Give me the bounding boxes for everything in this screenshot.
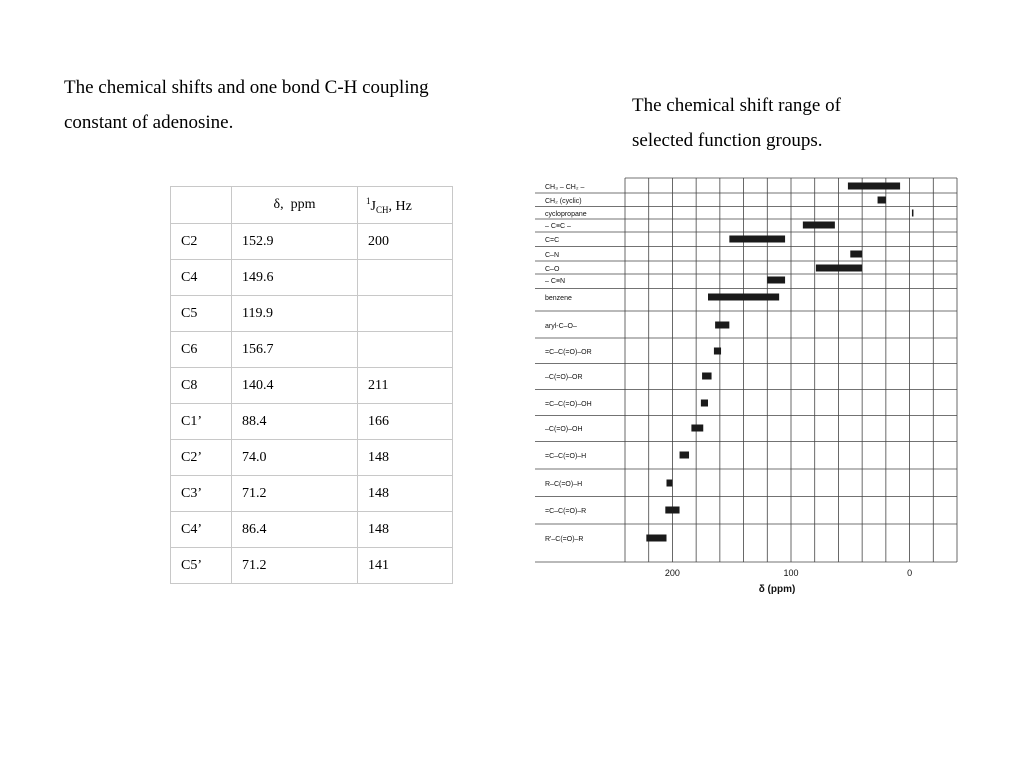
group-label: – C≡N: [545, 278, 566, 285]
table-row: [171, 476, 453, 512]
atom-cell: C2: [171, 224, 232, 260]
table-row: [171, 404, 453, 440]
coupling-cell: 148: [358, 440, 453, 476]
shift-cell: 156.7: [232, 332, 358, 368]
group-label: R'–C(=O)–R: [545, 536, 584, 543]
table-caption-line2: constant of adenosine.: [64, 112, 234, 133]
group-label: benzene: [545, 295, 572, 302]
range-bar: [912, 210, 914, 217]
x-tick-labels: [665, 568, 912, 578]
chart-caption-line2: selected function groups.: [632, 130, 823, 151]
range-bar: [714, 348, 721, 355]
range-bar: [667, 480, 673, 487]
header-shift: [232, 187, 358, 224]
shift-cell: 119.9: [232, 296, 358, 332]
shift-cell: 74.0: [232, 440, 358, 476]
shift-cell: 86.4: [232, 512, 358, 548]
header-shift-symbol: δ,: [273, 197, 284, 212]
table-caption: [64, 70, 524, 140]
coupling-cell: [358, 332, 453, 368]
range-bars: [646, 183, 913, 542]
atom-cell: C2’: [171, 440, 232, 476]
range-bar: [729, 236, 785, 243]
chemical-shift-table: [170, 186, 453, 584]
group-label: C=C: [545, 237, 560, 244]
group-label: C–N: [545, 252, 560, 259]
table-row: [171, 296, 453, 332]
header-coupling-sub: CH: [375, 204, 389, 215]
range-bar: [702, 373, 711, 380]
table-row: [171, 440, 453, 476]
range-bar: [816, 265, 862, 272]
group-label: =C–C(=O)–OR: [545, 349, 592, 356]
table-caption-line1: The chemical shifts and one bond C-H coupling: [64, 77, 429, 98]
group-label: – C≡C –: [545, 223, 571, 230]
table-row: [171, 332, 453, 368]
range-bar: [701, 400, 708, 407]
group-label: =C–C(=O)–R: [545, 508, 587, 515]
coupling-cell: 200: [358, 224, 453, 260]
group-label: =C–C(=O)–H: [545, 453, 587, 460]
x-tick-label: 100: [783, 568, 799, 578]
range-bar: [715, 322, 729, 329]
group-label: CH₂ (cyclic): [545, 198, 582, 205]
chart-caption-line1: The chemical shift range of: [632, 95, 841, 116]
range-bar: [691, 425, 703, 432]
table-row: [171, 260, 453, 296]
shift-cell: 71.2: [232, 476, 358, 512]
group-label: cyclopropane: [545, 211, 587, 218]
table-row: [171, 548, 453, 584]
range-bar: [848, 183, 900, 190]
header-coupling: [358, 187, 453, 224]
table-body: [171, 224, 453, 584]
group-label: CH₃ – CH₂ –: [545, 184, 585, 191]
x-tick-label: 200: [664, 568, 680, 578]
atom-cell: C6: [171, 332, 232, 368]
range-bar: [665, 507, 679, 514]
header-coupling-j: J: [370, 198, 376, 214]
shift-cell: 71.2: [232, 548, 358, 584]
coupling-cell: [358, 260, 453, 296]
range-bar: [680, 452, 689, 459]
x-tick-label: 0: [907, 568, 913, 578]
header-coupling-sup: 1: [366, 195, 371, 206]
atom-cell: C8: [171, 368, 232, 404]
coupling-cell: 148: [358, 512, 453, 548]
group-label: –C(=O)–OR: [545, 374, 583, 381]
shift-cell: 149.6: [232, 260, 358, 296]
x-axis-label: δ (ppm): [758, 584, 796, 595]
range-bar: [708, 294, 779, 301]
table-row: [171, 224, 453, 260]
range-bar: [850, 251, 862, 258]
header-shift-unit: ppm: [290, 197, 316, 212]
atom-cell: C5’: [171, 548, 232, 584]
shift-cell: 140.4: [232, 368, 358, 404]
range-bar: [803, 222, 835, 229]
header-atom: [171, 187, 232, 224]
group-label: =C–C(=O)–OH: [545, 401, 592, 408]
header-coupling-unit: , Hz: [388, 198, 412, 214]
table-row: [171, 368, 453, 404]
shift-cell: 152.9: [232, 224, 358, 260]
chart-caption: [632, 88, 962, 158]
atom-cell: C1’: [171, 404, 232, 440]
coupling-cell: 211: [358, 368, 453, 404]
range-bar: [878, 197, 886, 204]
coupling-cell: 148: [358, 476, 453, 512]
coupling-cell: 166: [358, 404, 453, 440]
atom-cell: C5: [171, 296, 232, 332]
range-bar: [767, 277, 785, 284]
atom-cell: C3’: [171, 476, 232, 512]
coupling-cell: 141: [358, 548, 453, 584]
group-label: aryl-C–O–: [545, 323, 577, 330]
table-row: [171, 512, 453, 548]
group-label: C–O: [545, 266, 560, 273]
atom-cell: C4: [171, 260, 232, 296]
coupling-cell: [358, 296, 453, 332]
group-label: R–C(=O)–H: [545, 481, 583, 488]
group-label: –C(=O)–OH: [545, 426, 583, 433]
shift-range-chart: [535, 170, 965, 600]
table-header-row: [171, 187, 453, 224]
atom-cell: C4’: [171, 512, 232, 548]
shift-cell: 88.4: [232, 404, 358, 440]
range-bar: [646, 535, 666, 542]
